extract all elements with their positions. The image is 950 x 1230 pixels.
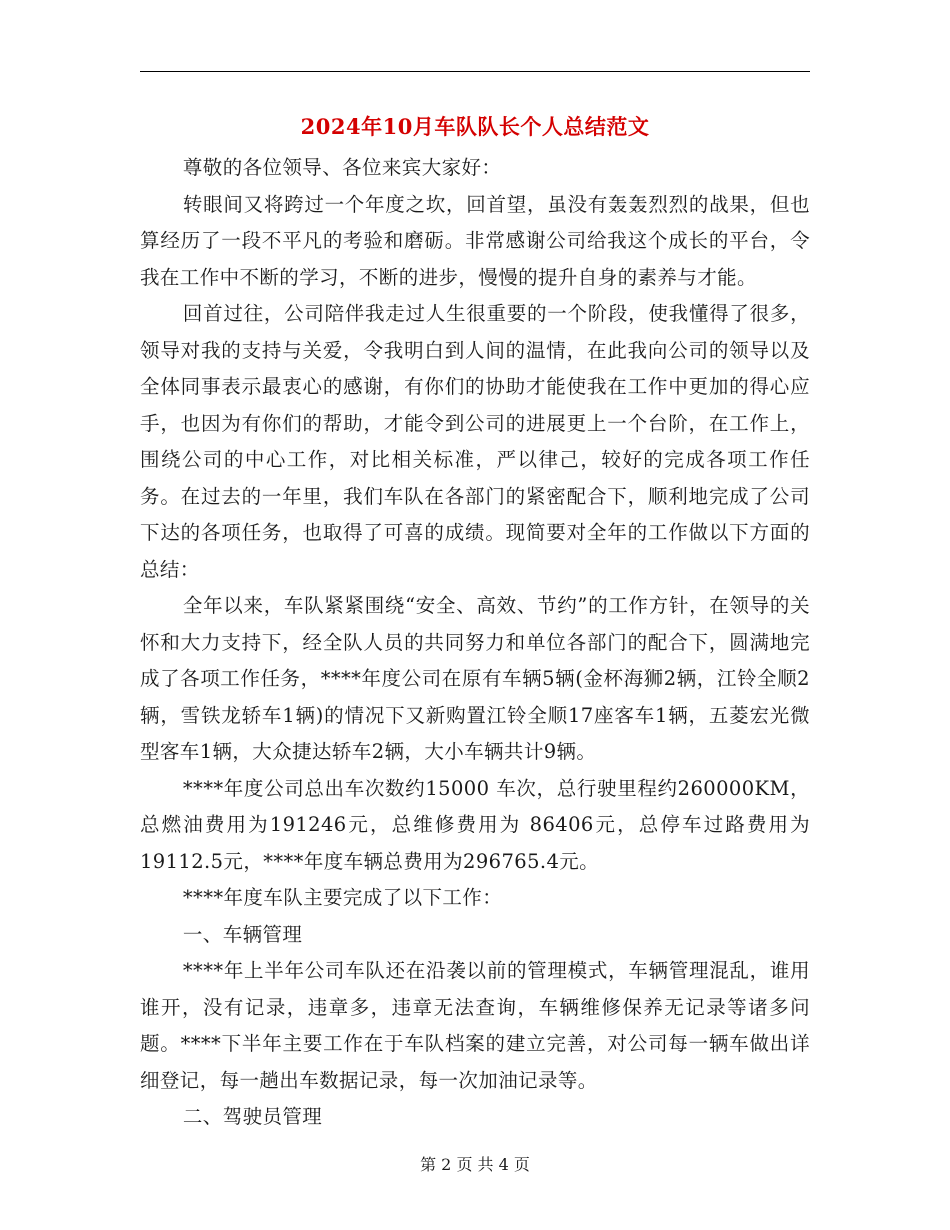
document-title: 2024年10月车队队长个人总结范文 <box>300 114 650 139</box>
section-heading-driver-management: 二、驾驶员管理 <box>182 1105 323 1128</box>
document-body <box>140 150 810 1136</box>
paragraph-greeting: 尊敬的各位领导、各位来宾大家好： <box>182 156 502 179</box>
paragraph-overview: 全年以来，车队紧紧围绕“安全、高效、节约”的工作方针，在领导的关怀和大力支持下，经全队人员的共同努力和单位各部门的配合下，圆满地完成了各项工作任务，****年度公司在原有车辆5辆(金杯海狮2辆，江铃全顺2辆，雪铁龙轿车1辆)的情况下又新购置江铃全顺17座客车1辆，五菱宏光微型客车1辆，大众捷达轿车2辆，大小车辆共计9辆。 <box>140 594 810 763</box>
section-heading-vehicle-management: 一、车辆管理 <box>182 922 303 946</box>
paragraph-statistics: ****年度公司总出车次数约15000 车次，总行驶里程约260000KM，总燃油费用为191246元，总维修费用为 86406元，总停车过路费用为19112.5元，****年度车辆总费用为296765.4元。 <box>140 776 810 873</box>
paragraph-vehicle-management: ****年上半年公司车队还在沿袭以前的管理模式，车辆管理混乱，谁用谁开，没有记录，违章多，违章无法查询，车辆维修保养无记录等诸多问题。****下半年主要工作在于车队档案的建立完善，对公司每一辆车做出详细登记，每一趟出车数据记录，每一次加油记录等。 <box>140 959 810 1092</box>
paragraph-intro: 转眼间又将跨过一个年度之坎，回首望，虽没有轰轰烈烈的战果，但也算经历了一段不平凡的考验和磨砺。非常感谢公司给我这个成长的平台，令我在工作中不断的学习，不断的进步，慢慢的提升自身的素养与才能。 <box>140 192 810 289</box>
paragraph-review: 回首过往，公司陪伴我走过人生很重要的一个阶段，使我懂得了很多，领导对我的支持与关爱，令我明白到人间的温情，在此我向公司的领导以及全体同事表示最衷心的感谢，有你们的协助才能使我在工作中更加的得心应手，也因为有你们的帮助，才能令到公司的进展更上一个台阶，在工作上，围绕公司的中心工作，对比相关标准，严以律己，较好的完成各项工作任务。在过去的一年里，我们车队在各部门的紧密配合下，顺利地完成了公司下达的各项任务，也取得了可喜的成绩。现简要对全年的工作做以下方面的总结： <box>140 302 810 581</box>
page-footer: 第 2 页 共 4 页 <box>420 1155 530 1174</box>
paragraph-work-intro: ****年度车队主要完成了以下工作： <box>182 886 503 909</box>
header-rule <box>140 71 810 72</box>
